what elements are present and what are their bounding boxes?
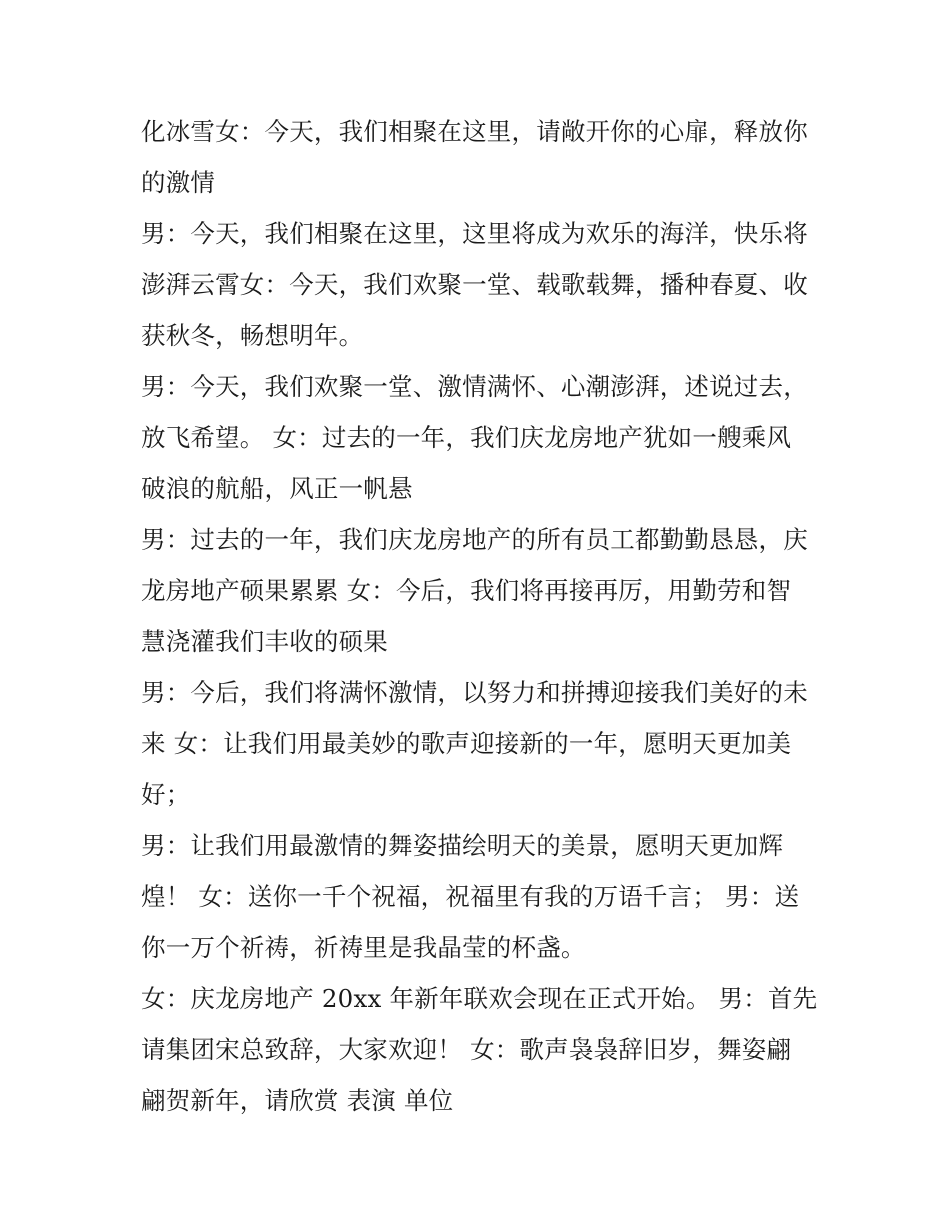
text-line: 好； bbox=[141, 780, 191, 809]
text-line: 女：庆龙房地产 20xx 年新年联欢会现在正式开始。 男：首先 bbox=[141, 984, 818, 1013]
text-line: 翩贺新年，请欣赏 表演 单位 bbox=[141, 1086, 454, 1115]
text-line: 来 女：让我们用最美妙的歌声迎接新的一年，愿明天更加美 bbox=[141, 729, 792, 758]
text-line: 放飞希望。 女：过去的一年，我们庆龙房地产犹如一艘乘风 bbox=[141, 423, 792, 452]
text-line: 澎湃云霄女：今天，我们欢聚一堂、载歌载舞，播种春夏、收 bbox=[141, 270, 808, 299]
text-line: 的激情 bbox=[141, 168, 216, 197]
text-line: 慧浇灌我们丰收的硕果 bbox=[141, 627, 388, 656]
text-line: 男：过去的一年，我们庆龙房地产的所有员工都勤勤恳恳，庆 bbox=[141, 525, 808, 554]
text-line: 男：让我们用最激情的舞姿描绘明天的美景，愿明天更加辉 bbox=[141, 831, 784, 860]
text-line: 男：今天，我们相聚在这里，这里将成为欢乐的海洋，快乐将 bbox=[141, 219, 808, 248]
text-line: 男：今后，我们将满怀激情，以努力和拼搏迎接我们美好的未 bbox=[141, 678, 808, 707]
text-line: 请集团宋总致辞，大家欢迎！ 女：歌声袅袅辞旧岁，舞姿翩 bbox=[141, 1035, 792, 1064]
text-line: 获秋冬，畅想明年。 bbox=[141, 321, 364, 350]
text-line: 破浪的航船，风正一帆悬 bbox=[141, 474, 413, 503]
text-line: 化冰雪女：今天，我们相聚在这里，请敞开你的心扉，释放你 bbox=[141, 117, 808, 146]
document-body bbox=[141, 106, 821, 1126]
text-line: 男：今天，我们欢聚一堂、激情满怀、心潮澎湃，述说过去， bbox=[141, 372, 808, 401]
text-line: 龙房地产硕果累累 女：今后，我们将再接再厉，用勤劳和智 bbox=[141, 576, 792, 605]
text-line: 煌！ 女：送你一千个祝福，祝福里有我的万语千言； 男：送 bbox=[141, 882, 800, 911]
text-line: 你一万个祈祷，祈祷里是我晶莹的杯盏。 bbox=[141, 933, 586, 962]
